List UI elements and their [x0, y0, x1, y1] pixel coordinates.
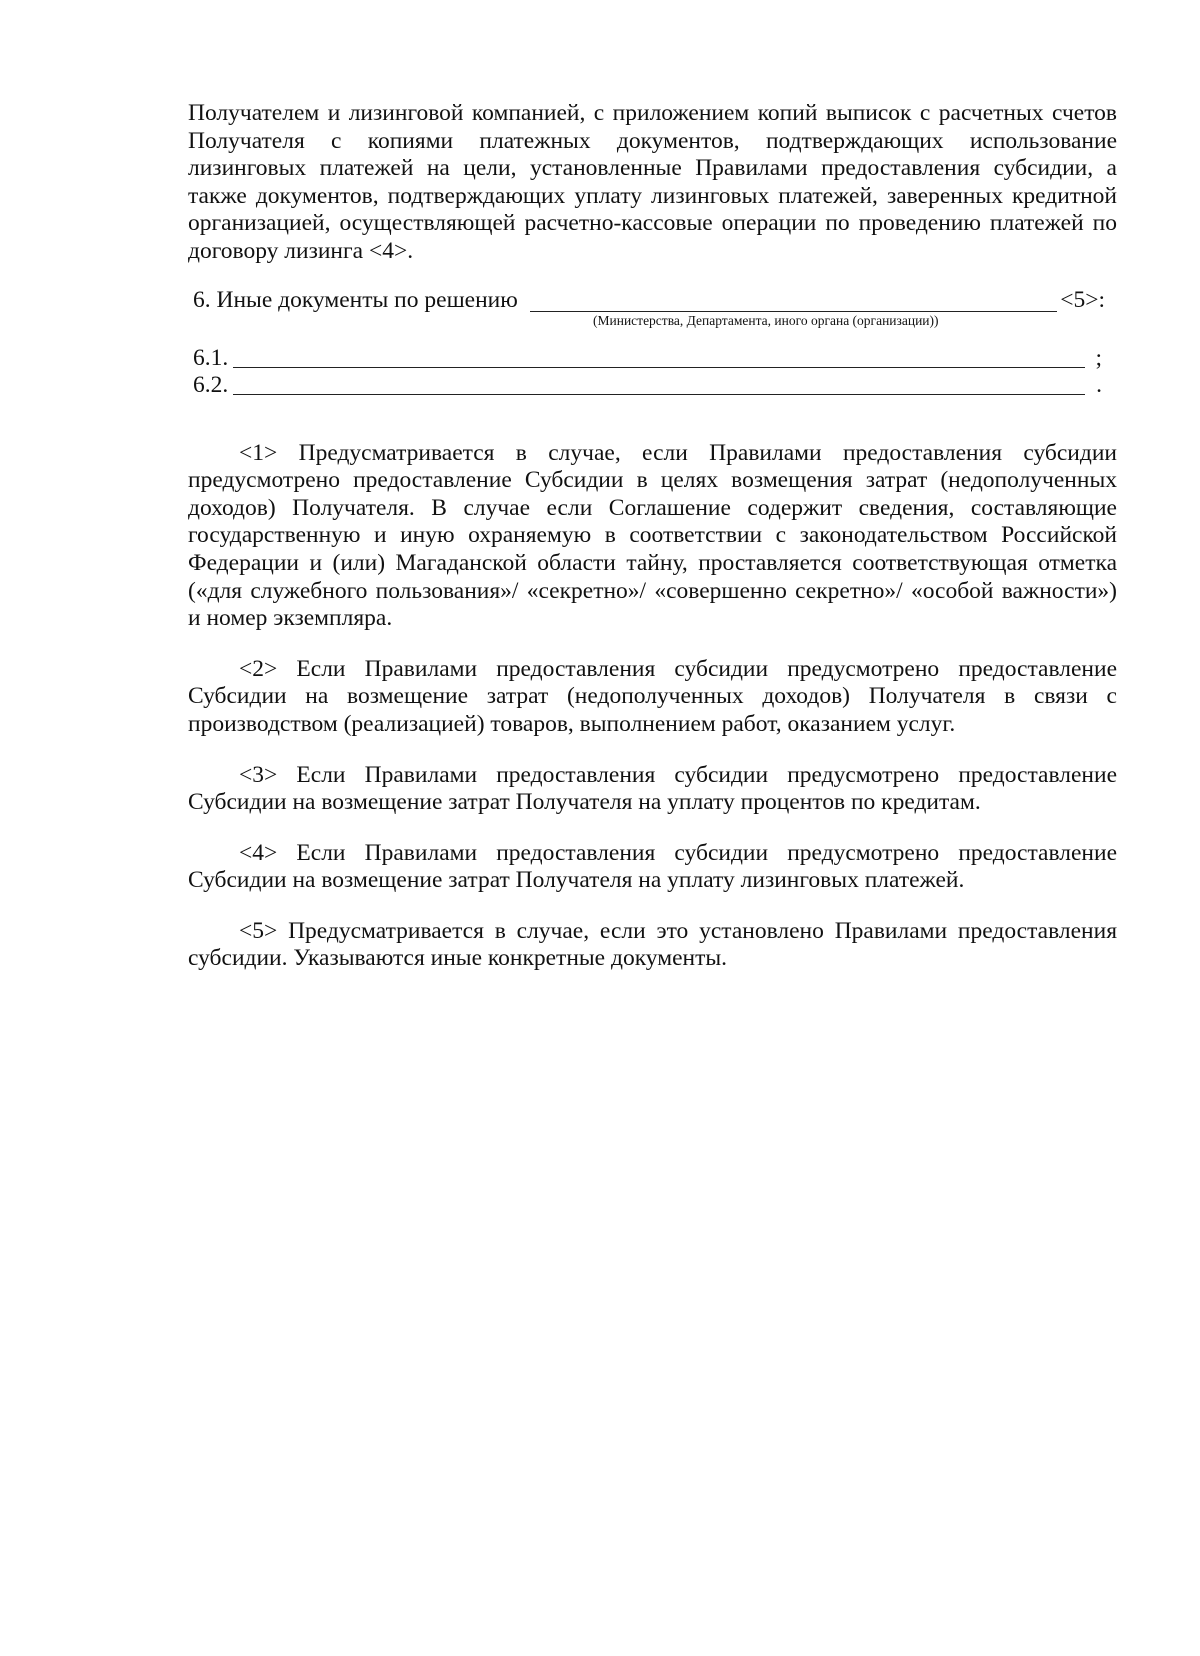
subitem-punctuation: .	[1096, 371, 1102, 398]
item-6-subitems	[188, 345, 1117, 399]
subitem-blank-line	[233, 367, 1085, 368]
item-6-label: 6. Иные документы по решению	[193, 286, 518, 313]
item-6-other-documents	[188, 287, 1117, 343]
item-6-blank-caption: (Министерства, Департамента, иного органа (организации))	[593, 312, 939, 328]
continuation-paragraph: Получателем и лизинговой компанией, с приложением копий выписок с расчетных счетов Получателя с копиями платежных документов, подтверждающих использование лизинговых платежей на цели, установленные Правилами предоставления субсидии, а также документов, подтверждающих уплату лизинговых платежей, заверенных кредитной организацией, осуществляющей расчетно-кассовые операции по проведению платежей по договору лизинга <4>.	[188, 100, 1117, 264]
subitem-number: 6.2.	[193, 371, 229, 398]
subitem-number: 6.1.	[193, 344, 229, 371]
item-6-footnote-ref: <5>:	[1060, 286, 1105, 313]
footnote-3: <3> Если Правилами предоставления субсидии предусмотрено предоставление Субсидии на возмещение затрат Получателя на уплату процентов по кредитам.	[188, 761, 1117, 816]
subitem-punctuation: ;	[1095, 344, 1102, 371]
subitem-6-1	[188, 345, 1117, 372]
footnote-4: <4> Если Правилами предоставления субсидии предусмотрено предоставление Субсидии на возмещение затрат Получателя на уплату лизинговых платежей.	[188, 839, 1117, 894]
document-page	[188, 100, 1117, 973]
item-6-blank-line	[530, 311, 1057, 312]
footnote-1: <1> Предусматривается в случае, если Правилами предоставления субсидии предусмотрено предоставление Субсидии в целях возмещения затрат (недополученных доходов) Получателя. В случае если Соглашение содержит сведения, составляющие государственную и иную охраняемую в соответствии с законодательством Российской Федерации и (или) Магаданской области тайну, проставляется соответствующая отметка («для служебного пользования»/ «секретно»/ «совершенно секретно»/ «особой важности») и номер экземпляра.	[188, 439, 1117, 632]
footnote-2: <2> Если Правилами предоставления субсидии предусмотрено предоставление Субсидии на возмещение затрат (недополученных доходов) Получателя в связи с производством (реализацией) товаров, выполнением работ, оказанием услуг.	[188, 655, 1117, 737]
subitem-6-2	[188, 372, 1117, 399]
footnote-5: <5> Предусматривается в случае, если это установлено Правилами предоставления субсидии. Указываются иные конкретные документы.	[188, 917, 1117, 972]
subitem-blank-line	[233, 394, 1085, 395]
